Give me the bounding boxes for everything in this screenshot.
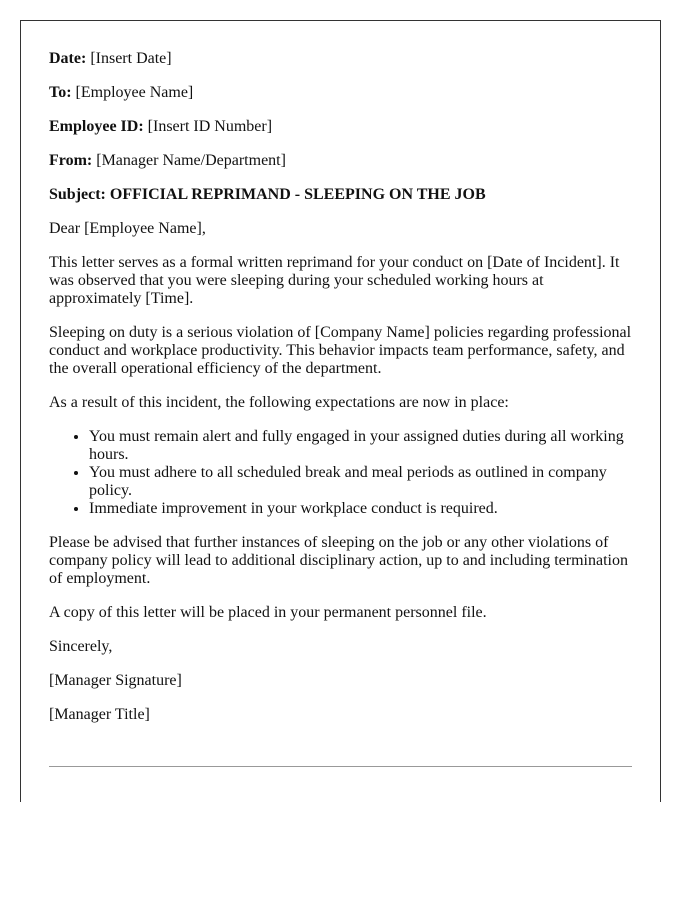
paragraph-expectations-intro: As a result of this incident, the following expectations are now in place: [49, 394, 509, 411]
list-item: • Immediate improvement in your workplace conduct is required. [89, 500, 632, 518]
paragraph-violation: Sleeping on duty is a serious violation of [Company Name] policies regarding professional conduct and workplace productivity. This behavior impacts team performance, safety, and the overall operational efficiency of the department. [49, 324, 632, 377]
manager-signature: [Manager Signature] [49, 672, 182, 689]
list-item: • You must remain alert and fully engaged in your assigned duties during all working hours. [89, 428, 632, 464]
subject-line: Subject: OFFICIAL REPRIMAND - SLEEPING ON THE JOB [49, 186, 486, 203]
list-item: • You must adhere to all scheduled break and meal periods as outlined in company policy. [89, 464, 632, 500]
date-line: Date: [Insert Date] [49, 50, 172, 67]
divider [49, 766, 632, 767]
paragraph-incident: This letter serves as a formal written reprimand for your conduct on [Date of Incident]. It was observed that you were sleeping during your scheduled working hours at approximately [Time]. [49, 254, 620, 307]
to-line: To: [Employee Name] [49, 84, 194, 101]
manager-title: [Manager Title] [49, 706, 150, 723]
employee-id-line: Employee ID: [Insert ID Number] [49, 118, 273, 135]
salutation: Dear [Employee Name], [49, 220, 206, 237]
from-line: From: [Manager Name/Department] [49, 152, 286, 169]
paragraph-file-note: A copy of this letter will be placed in your permanent personnel file. [49, 604, 487, 621]
expectations-list [49, 428, 632, 518]
paragraph-warning: Please be advised that further instances of sleeping on the job or any other violations of company policy will lead to additional disciplinary action, up to and including termination of employment. [49, 534, 628, 587]
letter-page [20, 20, 661, 802]
sign-off: Sincerely, [49, 638, 113, 655]
